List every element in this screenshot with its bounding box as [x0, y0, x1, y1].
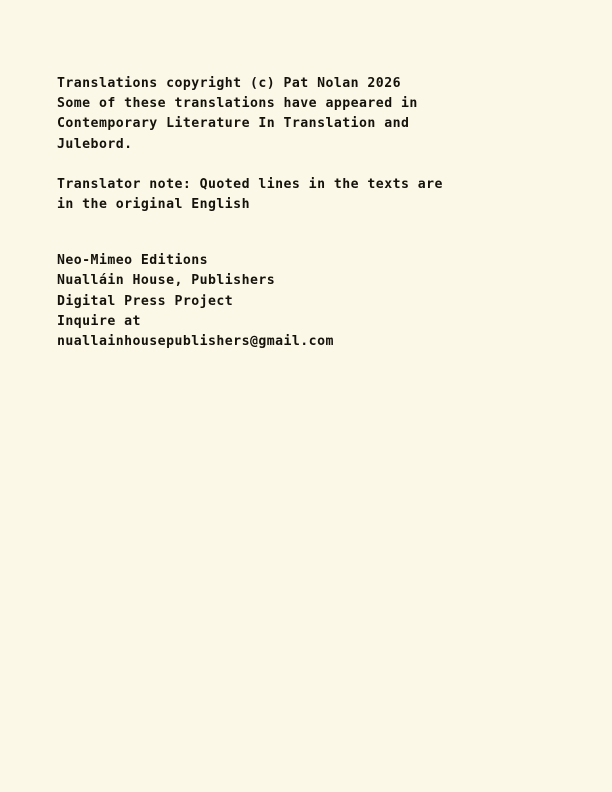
copyright-line-4: Julebord. [57, 136, 133, 152]
publisher-inquire-label: Inquire at [57, 313, 141, 329]
translator-note-block [57, 175, 557, 215]
publisher-block [57, 251, 557, 352]
publisher-name: Nualláin House, Publishers [57, 273, 276, 289]
copyright-line-2: Some of these translations have appeared in [57, 96, 418, 112]
translator-note-line-2: in the original English [57, 197, 250, 213]
translator-note-line-1: Translator note: Quoted lines in the texts are [57, 176, 443, 192]
publisher-imprint: Neo-Mimeo Editions [57, 253, 209, 269]
publisher-email: nuallainhousepublishers@gmail.com [57, 334, 334, 350]
copyright-page-content [57, 74, 557, 352]
block-spacer-1 [57, 155, 557, 175]
copyright-line-3: Contemporary Literature In Translation and [57, 116, 410, 132]
publisher-project: Digital Press Project [57, 293, 234, 309]
block-spacer-2 [57, 215, 557, 251]
copyright-line-1: Translations copyright (c) Pat Nolan 2026 [57, 76, 401, 91]
copyright-block [57, 74, 557, 155]
